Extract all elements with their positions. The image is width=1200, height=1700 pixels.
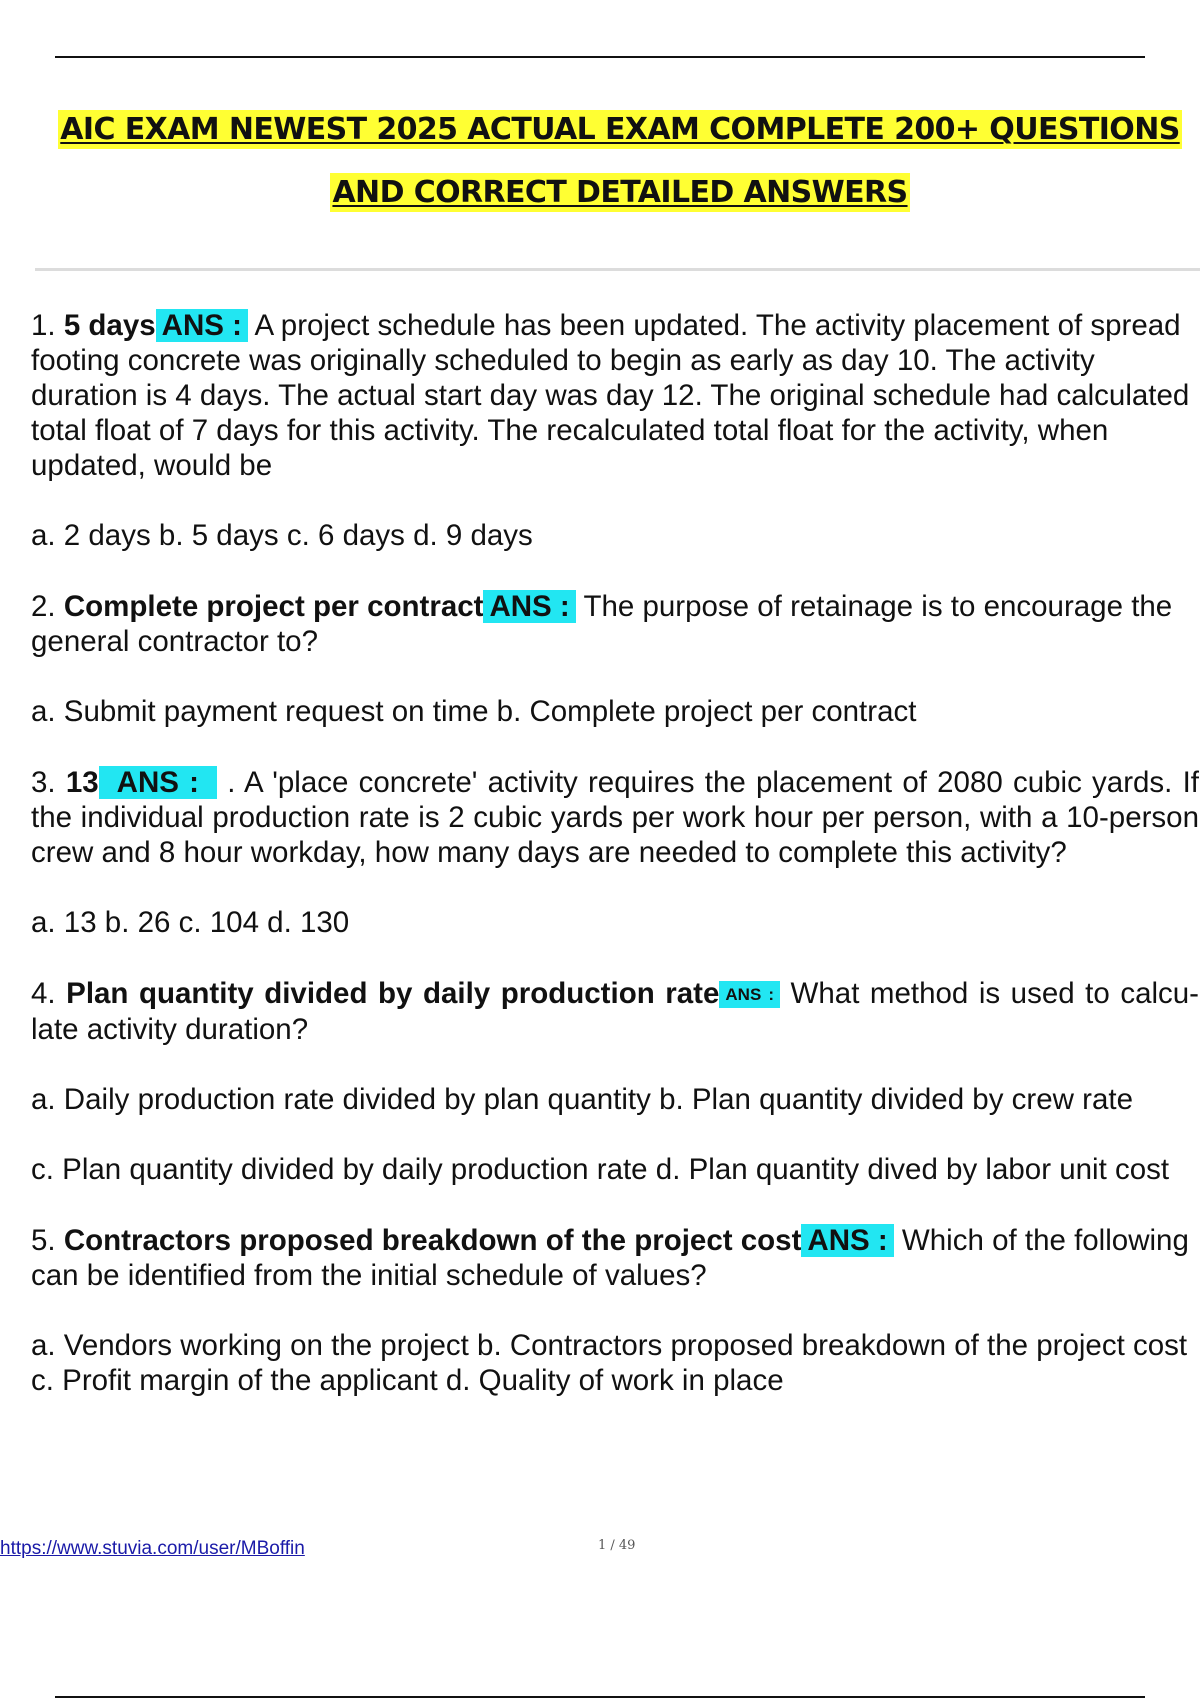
question-text: The purpose of retainage is to encourage the general contractor to? (31, 590, 1173, 658)
options-line: a. 2 days b. 5 days c. 6 days d. 9 days (31, 519, 533, 552)
top-rule (55, 56, 1145, 58)
options-line: a. Vendors working on the project b. Contractors proposed breakdown of the project cost c. Profit margin of the applicant d. Quality of work in place (31, 1329, 1188, 1397)
document-title-line-1: AIC EXAM NEWEST 2025 ACTUAL EXAM COMPLETE 200+ QUESTIONS (60, 112, 1180, 147)
title-separator (35, 268, 1200, 271)
question-item-5 (31, 1223, 1199, 1398)
question-stem (31, 1223, 1199, 1293)
ans-badge: ANS : (801, 1224, 893, 1257)
question-number: 2. (31, 590, 56, 623)
question-list (31, 308, 1199, 1434)
question-number: 1. (31, 309, 56, 342)
question-item-4 (31, 976, 1199, 1187)
question-item-2 (31, 589, 1199, 729)
answer-text: 5 days (63, 309, 156, 342)
answer-text: Plan quantity divided by daily production rate (66, 977, 720, 1010)
options-line: a. 13 b. 26 c. 104 d. 130 (31, 906, 350, 939)
document-title-line-2: AND CORRECT DETAILED ANSWERS (332, 175, 908, 210)
question-stem (31, 976, 1199, 1047)
question-number: 5. (31, 1224, 56, 1257)
ans-badge: ANS : (99, 766, 217, 799)
question-number: 3. (31, 766, 56, 799)
options-line: a. Submit payment request on time b. Complete project per contract (31, 695, 917, 728)
question-text: . A 'place concrete' activity requires the placement of 2080 cubic yards. If the individual production rate is 2 cubic yards per work hour per person, with a 10-person crew and 8 hour workday, how many days are needed to complete this activity? (31, 766, 1199, 869)
options-line: a. Daily production rate divided by plan quantity b. Plan quantity divided by crew rate (31, 1083, 1133, 1116)
question-text: Which of the following can be identified from the initial schedule of values? (31, 1224, 1189, 1292)
ans-badge: ANS : (483, 590, 575, 623)
ans-badge: ANS : (156, 309, 248, 342)
answer-text: Contractors proposed breakdown of the project cost (63, 1224, 802, 1257)
question-text: What method is used to calcu- late activity duration? (31, 977, 1200, 1046)
answer-text: 13 (65, 766, 99, 799)
answer-text: Complete project per contract (63, 590, 484, 623)
options-line: c. Plan quantity divided by daily production rate d. Plan quantity dived by labor unit cost (31, 1153, 1170, 1186)
question-item-3 (31, 765, 1199, 940)
page-number: 1 / 49 (598, 1538, 636, 1553)
question-stem (31, 589, 1199, 659)
ans-badge: ANS : (719, 981, 780, 1008)
bottom-rule (55, 1696, 1145, 1698)
source-link[interactable]: https://www.stuvia.com/user/MBoffin (0, 1538, 305, 1559)
question-number: 4. (31, 977, 56, 1010)
question-stem (31, 308, 1199, 483)
question-stem (31, 765, 1199, 870)
question-text: A project schedule has been updated. The activity placement of spread footing concrete was originally scheduled to begin as early as day 10. The activity duration is 4 days. The actual start day was day 12. The original schedule had calculated total float of 7 days for this activity. The recalculated total float for the activity, when updated, would be (31, 309, 1190, 482)
question-item-1 (31, 308, 1199, 553)
